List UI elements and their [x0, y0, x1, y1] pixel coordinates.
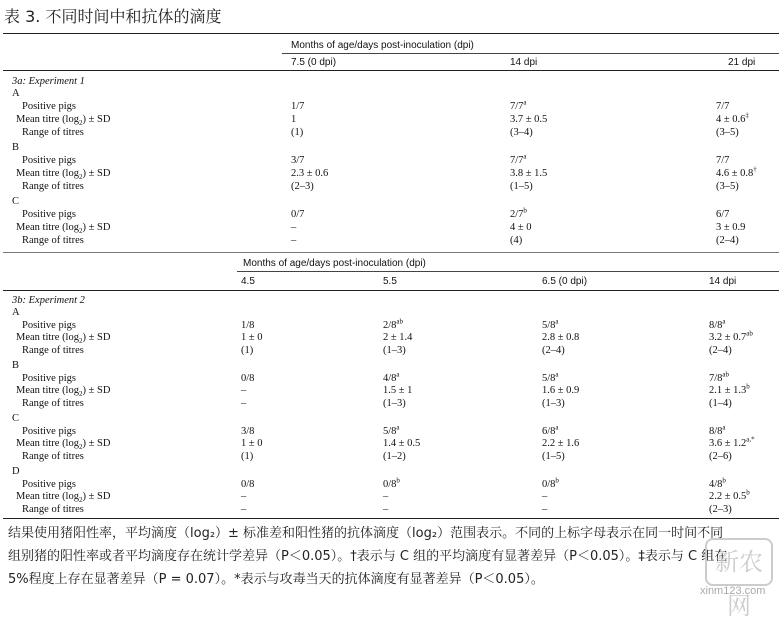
exp2-row-label: Positive pigs: [22, 372, 76, 384]
exp1-cell: 4.6 ± 0.8†: [716, 165, 757, 179]
exp2-cell: 4/8$^a$: [383, 370, 400, 384]
exp2-cell: 2.8 ± 0.8: [542, 332, 580, 343]
exp1-row-label: Range of titres: [22, 181, 84, 192]
exp2-cell: 5/8$^a$: [542, 370, 559, 384]
exp1-cell: 2/7$^b$: [510, 206, 527, 220]
exp1-col-1: 7.5 (0 dpi): [291, 57, 337, 68]
exp1-cell: (3–5): [716, 127, 739, 138]
exp2-cell: –: [241, 385, 247, 396]
exp1-row-label: Mean titre $(\log_2)$ ± SD: [16, 168, 111, 182]
exp2-col-3: 6.5 (0 dpi): [542, 276, 588, 287]
exp2-group-A: A: [12, 307, 20, 318]
exp2-cell: 0/8$^b$: [542, 476, 559, 490]
exp1-row-label: Positive pigs: [22, 209, 76, 220]
exp1-label: 3a: Experiment 1: [12, 76, 85, 87]
exp1-row-label: Positive pigs: [22, 155, 76, 166]
exp2-col-2: 5.5: [383, 276, 397, 287]
exp2-cell: 2.1 ± 1.3$^b$: [709, 382, 750, 396]
watermark-logo: 新农网: [705, 538, 773, 586]
table-title: 表 3. 不同时间中和抗体的滴度: [4, 7, 222, 26]
exp2-cell: –: [383, 491, 389, 502]
exp2-row-label: Range of titres: [22, 503, 84, 515]
exp2-cell: 1.4 ± 0.5: [383, 438, 421, 449]
exp1-cell: (1–5): [510, 181, 533, 192]
exp2-row-label: Range of titres: [22, 344, 84, 356]
exp1-cell: 1: [291, 114, 297, 125]
exp2-cell: 4/8$^b$: [709, 476, 726, 490]
exp2-cell: 1.6 ± 0.9: [542, 385, 580, 396]
exp2-col-1: 4.5: [241, 276, 255, 287]
exp2-cell: (1–2): [383, 450, 406, 462]
exp2-cell: –: [241, 491, 247, 502]
exp1-cell: (2–3): [291, 181, 314, 192]
exp2-cell: 5/8$^a$: [542, 317, 559, 331]
exp1-row-label: Range of titres: [22, 127, 84, 138]
exp2-row-label: Positive pigs: [22, 478, 76, 490]
exp2-top-rule: [3, 252, 779, 253]
exp1-cell: 3.7 ± 0.5: [510, 114, 548, 125]
exp1-col-2: 14 dpi: [510, 57, 538, 68]
exp1-cell: 7/7: [716, 155, 730, 166]
exp2-row-label: Mean titre $(\log_2)$ ± SD: [16, 491, 111, 505]
exp1-group-B: B: [12, 142, 20, 153]
exp1-row-label: Positive pigs: [22, 101, 76, 112]
watermark-text: xinm123.com: [700, 585, 766, 597]
exp2-cell: (1–3): [383, 344, 406, 356]
exp1-header-rule: [282, 53, 779, 54]
exp2-cell: (1–3): [383, 397, 406, 409]
exp1-cell: 4 ± 0: [510, 222, 532, 233]
exp1-cell: 3.8 ± 1.5: [510, 168, 548, 179]
exp2-cell: (1): [241, 450, 254, 462]
exp1-row-label: Range of titres: [22, 235, 84, 246]
exp2-group-D: D: [12, 466, 20, 477]
exp2-cell: 2.2 ± 0.5$^b$: [709, 488, 750, 502]
exp2-cell: 8/8$^a$: [709, 423, 726, 437]
exp2-col-4: 14 dpi: [709, 276, 737, 287]
exp2-cell: 5/8$^a$: [383, 423, 400, 437]
exp1-row-label: Mean titre $(\log_2)$ ± SD: [16, 114, 111, 128]
exp2-header: Months of age/days post-inoculation (dpi): [243, 258, 426, 269]
exp1-cell: 7/7$^a$: [510, 152, 527, 166]
exp2-cell: 1/8: [241, 319, 255, 331]
exp2-cell: (2–6): [709, 450, 732, 462]
exp2-cell: 0/8: [241, 372, 255, 384]
exp2-group-B: B: [12, 360, 20, 371]
exp2-cell: (2–3): [709, 503, 732, 515]
exp1-cell: –: [291, 222, 297, 233]
exp2-cell: 3.2 ± 0.7$^{ab}$: [709, 329, 753, 343]
exp2-cell: 0/8$^b$: [383, 476, 400, 490]
exp1-group-C: C: [12, 196, 20, 207]
exp2-cell: 3/8: [241, 425, 255, 437]
exp2-cell: $2/8^{ab}$: [383, 317, 404, 331]
exp2-cell: (2–4): [542, 344, 565, 356]
exp2-row-label: Range of titres: [22, 450, 84, 462]
exp2-row-label: Positive pigs: [22, 425, 76, 437]
exp2-cell: 0/8: [241, 478, 255, 490]
exp1-row-label: Mean titre $(\log_2)$ ± SD: [16, 222, 111, 236]
exp1-cell: (2–4): [716, 235, 739, 246]
exp1-cell: 0/7: [291, 209, 305, 220]
exp2-cell: –: [383, 503, 389, 515]
exp2-group-C: C: [12, 413, 20, 424]
exp1-cell: (1): [291, 127, 304, 138]
exp2-cell: 1 ± 0: [241, 332, 263, 343]
exp2-cell: (1): [241, 344, 254, 356]
exp2-row-label: Mean titre $(\log_2)$ ± SD: [16, 332, 111, 346]
exp1-cell: 1/7: [291, 101, 305, 112]
exp2-cell: (1–4): [709, 397, 732, 409]
exp1-cell: 7/7: [716, 101, 730, 112]
bottom-rule: [3, 518, 779, 519]
exp2-cell: $3.6 \pm 1.2^{a,*}$: [709, 435, 755, 449]
exp1-cell: 3 ± 0.9: [716, 222, 746, 233]
exp1-cell: 6/7: [716, 209, 730, 220]
exp2-cell: (1–5): [542, 450, 565, 462]
exp2-cell: 2.2 ± 1.6: [542, 438, 580, 449]
exp2-cell: –: [241, 503, 247, 515]
exp1-cell: (4): [510, 235, 523, 246]
exp1-cell: (3–4): [510, 127, 533, 138]
exp2-row-label: Mean titre $(\log_2)$ ± SD: [16, 438, 111, 452]
exp2-cell: –: [542, 491, 548, 502]
exp1-group-A: A: [12, 88, 20, 99]
exp2-col-rule: [3, 290, 779, 291]
exp2-cell: 6/8$^a$: [542, 423, 559, 437]
exp2-cell: 1.5 ± 1: [383, 385, 413, 396]
exp2-cell: –: [542, 503, 548, 515]
exp2-header-rule: [237, 271, 779, 272]
exp1-col-rule: [3, 70, 779, 71]
exp2-row-label: Range of titres: [22, 397, 84, 409]
exp1-header: Months of age/days post-inoculation (dpi): [291, 40, 474, 51]
exp1-col-3: 21 dpi: [728, 57, 756, 68]
exp1-cell: –: [291, 235, 297, 246]
exp2-cell: 8/8$^a$: [709, 317, 726, 331]
exp1-cell: (3–5): [716, 181, 739, 192]
exp2-cell: (1–3): [542, 397, 565, 409]
exp2-cell: 2 ± 1.4: [383, 332, 413, 343]
top-rule: [3, 33, 779, 34]
exp1-cell: 4 ± 0.6‡: [716, 111, 749, 125]
exp2-cell: (2–4): [709, 344, 732, 356]
exp2-row-label: Positive pigs: [22, 319, 76, 331]
exp1-cell: 2.3 ± 0.6: [291, 168, 329, 179]
table-footnote: 结果使用猪阳性率，平均滴度（log₂）± 标准差和阳性猪的抗体滴度（log₂）范围表示。不同的上标字母表示在同一时间不同组别猪的阳性率或者平均滴度存在统计学差异（P＜0.05）。†表示与 C 组的平均滴度有显著差异（P＜0.05）。‡表示与 C 组在 5%程度上存在显著差异（P = 0.07）。*表示与攻毒当天的抗体滴度有显著差异（P＜0.05）。: [8, 526, 728, 587]
exp2-row-label: Mean titre $(\log_2)$ ± SD: [16, 385, 111, 399]
exp1-cell: 7/7$^a$: [510, 98, 527, 112]
exp2-cell: $7/8^{ab}$: [709, 370, 730, 384]
exp2-label: 3b: Experiment 2: [12, 295, 85, 306]
exp1-cell: 3/7: [291, 155, 305, 166]
exp2-cell: 1 ± 0: [241, 438, 263, 449]
exp2-cell: –: [241, 397, 247, 409]
